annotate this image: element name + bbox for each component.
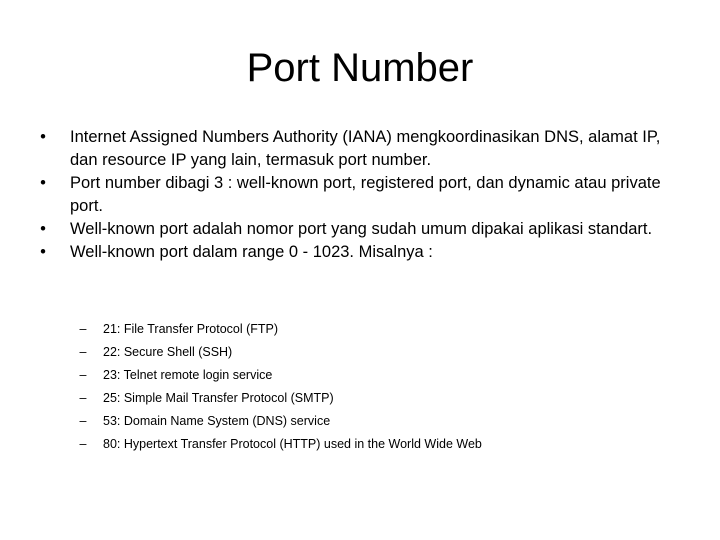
sub-item [0, 341, 720, 364]
sub-marker: – [79, 322, 87, 336]
sub-item-text: 80: Hypertext Transfer Protocol (HTTP) used in the World Wide Web [103, 437, 482, 451]
sub-item-text: 25: Simple Mail Transfer Protocol (SMTP) [103, 391, 334, 405]
sub-marker: – [79, 391, 87, 405]
sub-marker: – [79, 345, 87, 359]
sub-item-text: 23: Telnet remote login service [103, 368, 273, 382]
bullet-list [0, 126, 720, 264]
bullet-marker: • [40, 174, 46, 192]
bullet-text: Well-known port adalah nomor port yang sudah umum dipakai aplikasi standart. [70, 220, 653, 238]
bullet-item [0, 241, 720, 264]
sub-item-text: 21: File Transfer Protocol (FTP) [103, 322, 279, 336]
sub-item [0, 433, 720, 456]
sub-item-text: 22: Secure Shell (SSH) [103, 345, 233, 359]
port-sublist [0, 318, 720, 456]
sub-marker: – [79, 414, 87, 428]
sub-marker: – [79, 437, 87, 451]
slide-title: Port Number [246, 46, 474, 90]
bullet-text: Internet Assigned Numbers Authority (IANA) mengkoordinasikan DNS, alamat IP, dan resource IP yang lain, termasuk port number. [70, 128, 661, 169]
bullet-marker: • [40, 128, 46, 146]
sub-item [0, 364, 720, 387]
sub-item [0, 318, 720, 341]
bullet-text: Well-known port dalam range 0 - 1023. Misalnya : [70, 243, 433, 261]
sub-marker: – [79, 368, 87, 382]
bullet-text: Port number dibagi 3 : well-known port, registered port, dan dynamic atau private port. [70, 174, 661, 215]
bullet-item [0, 126, 720, 172]
bullet-item [0, 218, 720, 241]
bullet-marker: • [40, 243, 46, 261]
sub-item-text: 53: Domain Name System (DNS) service [103, 414, 331, 428]
bullet-marker: • [40, 220, 46, 238]
sub-item [0, 410, 720, 433]
sub-item [0, 387, 720, 410]
bullet-item [0, 172, 720, 218]
